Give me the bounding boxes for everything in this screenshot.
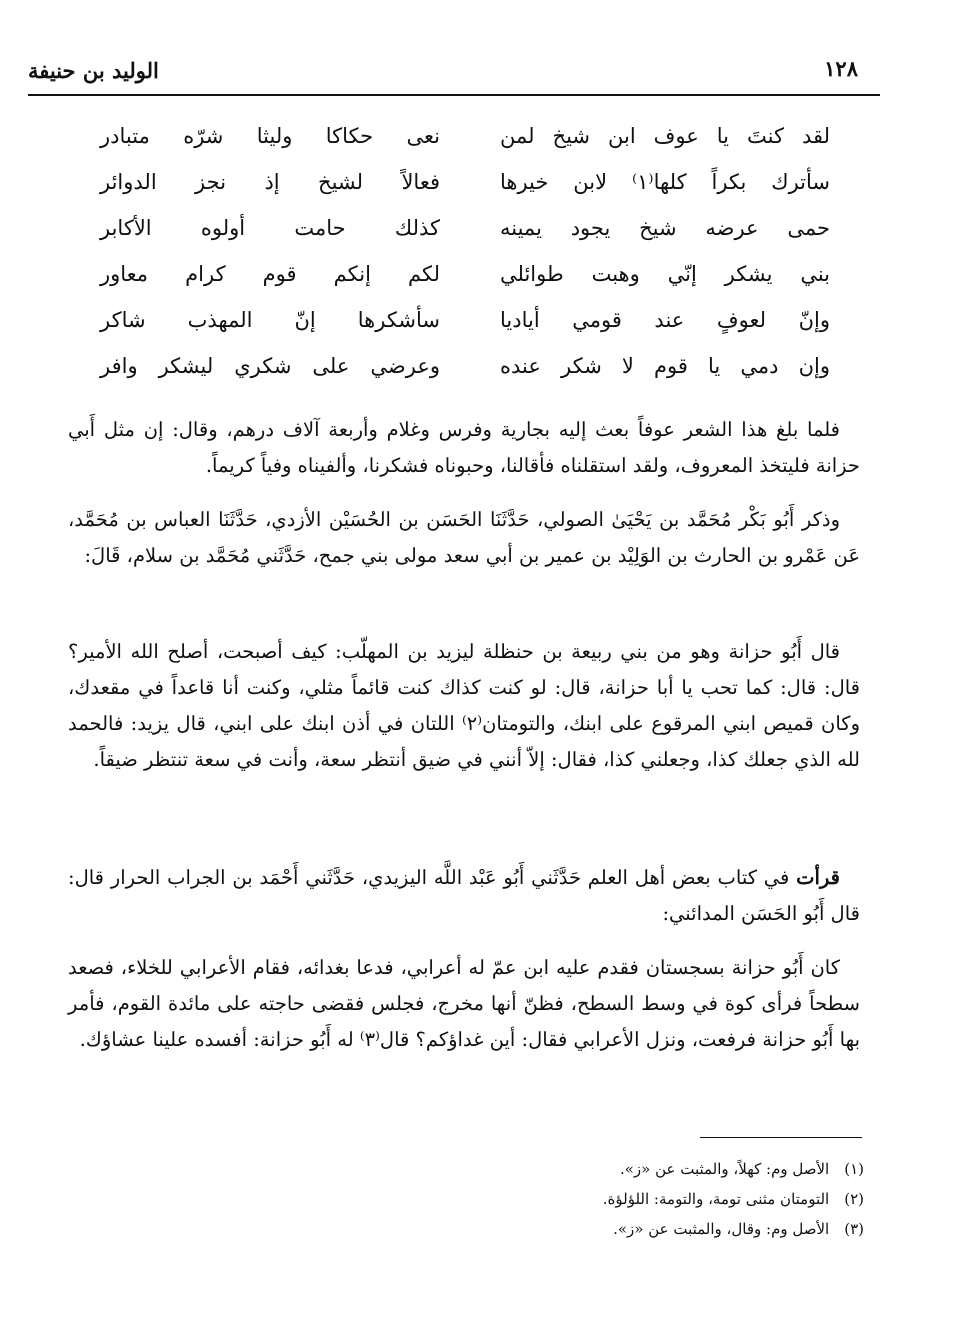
paragraph-yazid-dialogue	[68, 634, 860, 778]
paragraph-reading-source	[68, 860, 860, 932]
poem-verse	[70, 216, 830, 262]
paragraph-reward	[68, 412, 860, 484]
paragraph-lead-word: قرأت	[796, 866, 840, 889]
paragraph-text: كان أَبُو حزانة بسجستان فقدم عليه ابن عمّ له أعرابي، فدعا بغدائه، فقام الأعرابي للخلاء، فصعد سطحاً فرأى كوة في وسط السطح، فظنّ أنها مخرج، فجلس فقضى حاجته على مائدة القوم، فأمر بها أَبُو حزانة فرفعت، ونزل الأعرابي فقال: أين غداؤكم؟ قال⁽٣⁾ له أَبُو حزانة: أفسده علينا عشاؤك.	[68, 956, 860, 1051]
poem-verse	[70, 354, 830, 400]
verse-second-hemistich: لكم إنكم قوم كرام معاور	[100, 262, 440, 286]
footnote-number: (١)	[844, 1160, 864, 1178]
verse-first-hemistich: بني يشكر إنّي وهبت طوائلي	[500, 262, 830, 286]
paragraph-text: فلما بلغ هذا الشعر عوفاً بعث إليه بجارية وفرس وغلام وأربعة آلاف درهم، وقال: إن مثل أَبي حزانة فليتخذ المعروف، ولقد استقلناه فأقالنا، وحبوناه فشكرنا، وألفيناه وفياً كريماً.	[68, 418, 860, 477]
footnote	[380, 1155, 864, 1185]
footnote	[380, 1215, 864, 1245]
footnote-number: (٢)	[844, 1190, 864, 1208]
running-title: الوليد بن حنيفة	[28, 58, 159, 83]
verse-second-hemistich: نعى حكاكا وليثا شرّه متبادر	[100, 124, 440, 148]
poem	[70, 124, 830, 400]
paragraph-text: قال أَبُو حزانة وهو من بني ربيعة بن حنظلة ليزيد بن المهلّب: كيف أصبحت، أصلح الله الأمير؟ قال: قال: كما تحب يا أبا حزانة، قال: لو كنت كذاك كنت قائماً مثلي، وكنت أنا قاعداً في مقعدك، وكان قميص ابني المرقوع على ابنك، والتومتان⁽٢⁾ اللتان في أذن ابنك على ابني، قال يزيد: فالحمد لله الذي جعلك كذا، وجعلني كذا، فقال: إلاّ أنني في ضيق أنتظر سعة، وأنت في سعة تنتظر ضيقاً.	[68, 640, 861, 771]
poem-verse	[70, 170, 830, 216]
paragraph-text	[68, 860, 860, 932]
footnote-text: الأصل وم: وقال، والمثبت عن «ز».	[613, 1220, 830, 1238]
verse-second-hemistich: كذلك حامت أولوه الأكابر	[100, 216, 440, 240]
footnote-rule	[700, 1137, 862, 1138]
verse-first-hemistich: وإنّ لعوفٍ عند قومي أياديا	[500, 308, 830, 332]
verse-first-hemistich: سأترك بكراً كلها⁽١⁾ لابن خيرها	[500, 170, 830, 194]
paragraph-text: وذكر أَبُو بَكْر مُحَمَّد بن يَحْيَىٰ الصولي، حَدَّثَنَا الحَسَن بن الحُسَيْن الأزدي، حَدَّثَنَا العباس بن مُحَمَّد، عَن عَمْرو بن الحارث بن الوَلِيْد بن عمير بن أبي سعد مولى بني جمح، حَدَّثَني مُحَمَّد بن سلام، قَالَ:	[68, 508, 860, 567]
footnote-text: الأصل وم: كهلاً، والمثبت عن «ز».	[619, 1160, 830, 1178]
paragraph-bedouin-anecdote	[68, 950, 860, 1058]
paragraph-body: في كتاب بعض أهل العلم حَدَّثَني أَبُو عَبْد اللَّه اليزيدي، حَدَّثَني أَحْمَد بن الجراب الحرار قال: قال أَبُو الحَسَن المدائني:	[68, 866, 860, 925]
page-number: ١٢٨	[824, 56, 858, 81]
verse-second-hemistich: فعالاً لشيخ إذ نجز الدوائر	[100, 170, 440, 194]
header-rule	[28, 94, 880, 96]
verse-first-hemistich: وإن دمي يا قوم لا شكر عنده	[500, 354, 830, 378]
footnote-number: (٣)	[844, 1220, 864, 1238]
verse-first-hemistich: لقد كنتَ يا عوف ابن شيخ لمن	[500, 124, 830, 148]
page-header	[28, 50, 880, 94]
poem-verse	[70, 262, 830, 308]
footnote	[380, 1185, 864, 1215]
verse-second-hemistich: وعرضي على شكري ليشكر وافر	[100, 354, 440, 378]
verse-first-hemistich: حمى عرضه شيخ يجود يمينه	[500, 216, 830, 240]
footnotes	[380, 1155, 864, 1245]
paragraph-isnad	[68, 502, 860, 574]
poem-verse	[70, 308, 830, 354]
poem-verse	[70, 124, 830, 170]
verse-second-hemistich: سأشكرها إنّ المهذب شاكر	[100, 308, 440, 332]
footnote-text: التومتان مثنى تومة، والتومة: اللؤلؤة.	[602, 1190, 830, 1208]
